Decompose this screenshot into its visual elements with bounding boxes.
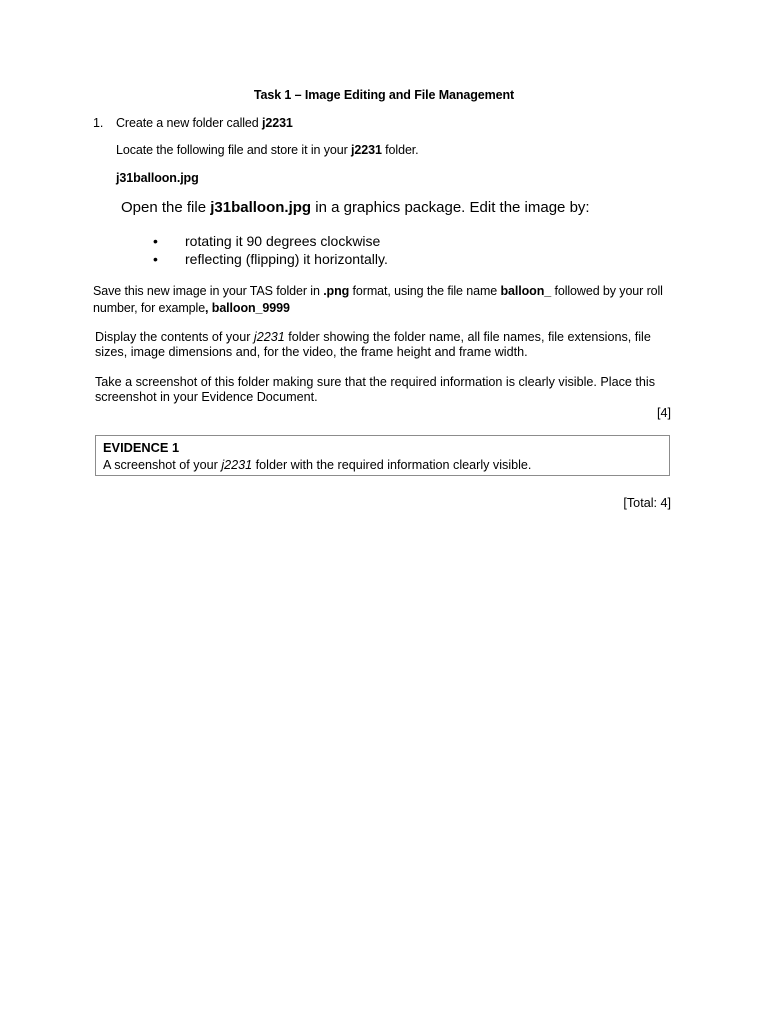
save-text: Save this new image in your TAS folder in [93, 284, 324, 298]
save-text: followed by your roll number, for example [93, 284, 663, 315]
source-filename: j31balloon.jpg [116, 171, 199, 185]
save-filename: balloon_ [500, 284, 552, 298]
folder-name: j2231 [262, 116, 293, 130]
display-text: Display the contents of your [95, 330, 254, 344]
total-mark: [Total: 4] [623, 496, 671, 510]
question-locate-file [116, 143, 419, 157]
bullet-text: rotating it 90 degrees clockwise [185, 233, 381, 249]
save-example: , balloon_9999 [205, 301, 290, 315]
screenshot-instruction: Take a screenshot of this folder making sure that the required information is clearly visible. Place this screenshot in your Evidence Document. [95, 375, 655, 404]
save-instruction [93, 283, 683, 317]
bullet-dot: • [153, 251, 158, 267]
question-create-folder [116, 116, 293, 130]
open-file-text: Open the file [121, 199, 211, 216]
evidence-title: EVIDENCE 1 [103, 440, 180, 455]
open-file-suffix: in a graphics package. Edit the image by: [311, 199, 590, 216]
bullet-dot: • [153, 233, 158, 249]
task-title: Task 1 – Image Editing and File Management [253, 88, 515, 102]
folder-name: j2231 [351, 143, 382, 157]
bullet-text: reflecting (flipping) it horizontally. [185, 251, 388, 267]
evidence-text: folder with the required information clearly visible. [252, 458, 532, 472]
evidence-description [103, 458, 531, 472]
evidence-folder: j2231 [221, 458, 253, 472]
locate-file-text: Locate the following file and store it in your [116, 143, 352, 157]
edit-bullet [153, 233, 380, 249]
edit-bullet [153, 251, 388, 267]
question-mark: [4] [656, 406, 671, 420]
display-folder: j2231 [253, 330, 285, 344]
locate-file-suffix: folder. [381, 143, 419, 157]
save-text: format, using the file name [349, 284, 501, 298]
open-filename: j31balloon.jpg [210, 199, 312, 216]
question-number: 1. [93, 116, 104, 130]
evidence-box [95, 435, 670, 476]
evidence-text: A screenshot of your [103, 458, 222, 472]
edit-instruction [121, 199, 590, 216]
create-folder-text: Create a new folder called [116, 116, 262, 130]
save-extension: .png [323, 284, 350, 298]
display-text: folder showing the folder name, all file names, file extensions, file sizes, image dimensions and, for the video, the frame height and frame width. [95, 330, 651, 359]
display-instruction [95, 330, 675, 360]
